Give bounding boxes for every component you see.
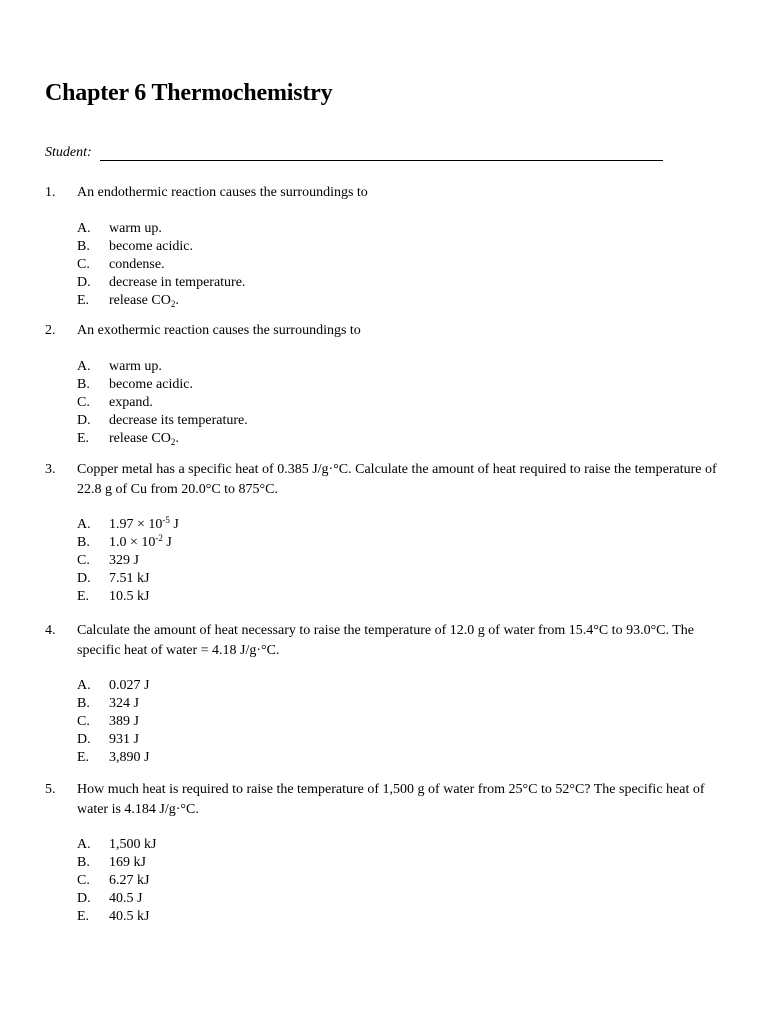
- question-item: [45, 321, 725, 448]
- question-number: 4.: [45, 623, 56, 638]
- option-text: [109, 430, 179, 448]
- option-text-main: 1.97 × 10: [109, 517, 163, 532]
- question-stem: [45, 183, 725, 203]
- option-text: [109, 238, 193, 256]
- option-text-main: become acidic.: [109, 376, 193, 392]
- option-text: [109, 394, 153, 412]
- answer-option[interactable]: [77, 220, 725, 238]
- option-text: [109, 274, 245, 292]
- option-text: [109, 731, 139, 749]
- answer-option[interactable]: [77, 749, 725, 767]
- option-text-main: release CO: [109, 430, 171, 446]
- option-letter: D.: [77, 571, 91, 586]
- answer-option[interactable]: [77, 872, 725, 890]
- option-text: [109, 256, 165, 274]
- answer-option[interactable]: [77, 516, 725, 534]
- question-stem: [45, 621, 725, 660]
- option-text: [109, 713, 139, 731]
- answer-options: [77, 836, 725, 926]
- question-text: Calculate the amount of heat necessary to raise the temperature of 12.0 g of water from 15.4°C to 93.0°C. The specific heat of water = 4.18 J/g·°C.: [77, 623, 695, 658]
- option-letter: C.: [77, 714, 90, 729]
- question-number: 5.: [45, 782, 56, 797]
- question-stem: [45, 780, 725, 819]
- answer-options: [77, 358, 725, 448]
- option-letter: B.: [77, 696, 90, 711]
- option-text-main: expand.: [109, 394, 153, 410]
- option-text-main: become acidic.: [109, 238, 193, 254]
- student-field: [45, 145, 663, 161]
- student-label: Student:: [45, 145, 92, 160]
- option-text-main: 324 J: [109, 696, 139, 711]
- option-text-main: warm up.: [109, 220, 162, 236]
- question-number: 3.: [45, 462, 56, 477]
- option-text: [109, 220, 162, 238]
- option-text-main: 169 kJ: [109, 855, 146, 870]
- option-text: [109, 358, 162, 376]
- option-letter: E.: [77, 909, 90, 924]
- option-letter: A.: [77, 837, 91, 852]
- option-letter: C.: [77, 873, 90, 888]
- option-letter: E.: [77, 430, 90, 446]
- student-name-line[interactable]: [100, 146, 663, 161]
- option-text: [109, 588, 149, 606]
- option-text: [109, 872, 149, 890]
- answer-option[interactable]: [77, 376, 725, 394]
- option-text: [109, 552, 139, 570]
- answer-option[interactable]: [77, 731, 725, 749]
- option-text-main: 40.5 kJ: [109, 909, 150, 924]
- option-text-tail: .: [175, 430, 179, 446]
- answer-option[interactable]: [77, 274, 725, 292]
- option-subscript: 2: [170, 436, 176, 447]
- answer-option[interactable]: [77, 677, 725, 695]
- answer-option[interactable]: [77, 552, 725, 570]
- option-text-main: 329 J: [109, 553, 139, 568]
- option-text-main: condense.: [109, 256, 165, 272]
- question-text: Copper metal has a specific heat of 0.385 J/g·°C. Calculate the amount of heat required to raise the temperature of 22.8 g of Cu from 20.0°C to 875°C.: [77, 462, 717, 497]
- option-text: [109, 376, 193, 394]
- option-letter: E.: [77, 292, 90, 308]
- answer-option[interactable]: [77, 534, 725, 552]
- answer-options: [77, 677, 725, 767]
- option-text: [109, 908, 149, 926]
- option-letter: D.: [77, 732, 91, 747]
- option-text-tail: J: [169, 517, 179, 532]
- option-letter: C.: [77, 553, 90, 568]
- option-text-main: warm up.: [109, 358, 162, 374]
- option-text-main: release CO: [109, 292, 171, 308]
- option-text-main: decrease in temperature.: [109, 274, 246, 290]
- answer-option[interactable]: [77, 430, 725, 448]
- question-text: How much heat is required to raise the temperature of 1,500 g of water from 25°C to 52°C? The specific heat of water is 4.184 J/g·°C.: [77, 782, 705, 817]
- option-letter: D.: [77, 891, 91, 906]
- question-number: 1.: [45, 185, 56, 200]
- question-text: An endothermic reaction causes the surroundings to: [77, 185, 368, 200]
- option-letter: C.: [77, 256, 90, 272]
- option-letter: A.: [77, 220, 91, 236]
- option-text-main: 10.5 kJ: [109, 589, 150, 604]
- option-text: [109, 516, 179, 534]
- option-text: [109, 534, 172, 552]
- option-letter: A.: [77, 358, 91, 374]
- option-text-main: 7.51 kJ: [109, 571, 150, 586]
- option-letter: B.: [77, 238, 90, 254]
- option-letter: E.: [77, 750, 90, 765]
- option-exponent: -5: [162, 515, 170, 525]
- option-letter: B.: [77, 855, 90, 870]
- option-text: [109, 890, 142, 908]
- option-letter: C.: [77, 394, 90, 410]
- answer-option[interactable]: [77, 292, 725, 310]
- option-text: [109, 677, 149, 695]
- answer-option[interactable]: [77, 854, 725, 872]
- page-title: Chapter 6 Thermochemistry: [45, 80, 333, 106]
- question-item: [45, 621, 725, 767]
- question-text: An exothermic reaction causes the surroundings to: [77, 323, 361, 338]
- answer-option[interactable]: [77, 908, 725, 926]
- answer-option[interactable]: [77, 358, 725, 376]
- answer-options: [77, 220, 725, 310]
- question-stem: [45, 460, 725, 499]
- option-text: [109, 412, 248, 430]
- answer-option[interactable]: [77, 713, 725, 731]
- answer-option[interactable]: [77, 890, 725, 908]
- answer-option[interactable]: [77, 394, 725, 412]
- option-text: [109, 836, 156, 854]
- answer-option[interactable]: [77, 256, 725, 274]
- option-text-main: 0.027 J: [109, 678, 150, 693]
- option-text-main: 1.0 × 10: [109, 535, 156, 550]
- option-text: [109, 695, 139, 713]
- option-letter: D.: [77, 412, 91, 428]
- option-text-tail: J: [162, 535, 172, 550]
- option-letter: B.: [77, 376, 90, 392]
- answer-option[interactable]: [77, 588, 725, 606]
- question-item: [45, 183, 725, 310]
- question-number: 2.: [45, 323, 56, 338]
- option-text-tail: .: [175, 292, 179, 308]
- answer-option[interactable]: [77, 238, 725, 256]
- option-text-main: 6.27 kJ: [109, 873, 150, 888]
- option-letter: D.: [77, 274, 91, 290]
- option-exponent: -2: [155, 533, 163, 543]
- option-text-main: 931 J: [109, 732, 139, 747]
- option-text-main: decrease its temperature.: [109, 412, 248, 428]
- question-item: [45, 460, 725, 606]
- option-text: [109, 292, 179, 310]
- answer-option[interactable]: [77, 570, 725, 588]
- option-text-main: 389 J: [109, 714, 139, 729]
- option-text: [109, 570, 149, 588]
- option-text: [109, 854, 146, 872]
- option-letter: E.: [77, 589, 90, 604]
- question-stem: [45, 321, 725, 341]
- option-text: [109, 749, 149, 767]
- question-item: [45, 780, 725, 926]
- answer-option[interactable]: [77, 412, 725, 430]
- answer-option[interactable]: [77, 695, 725, 713]
- answer-options: [77, 516, 725, 606]
- option-letter: A.: [77, 678, 91, 693]
- option-subscript: 2: [170, 298, 176, 309]
- option-text-main: 1,500 kJ: [109, 837, 157, 852]
- option-text-main: 40.5 J: [109, 891, 143, 906]
- option-letter: A.: [77, 517, 91, 532]
- option-letter: B.: [77, 535, 90, 550]
- answer-option[interactable]: [77, 836, 725, 854]
- option-text-main: 3,890 J: [109, 750, 150, 765]
